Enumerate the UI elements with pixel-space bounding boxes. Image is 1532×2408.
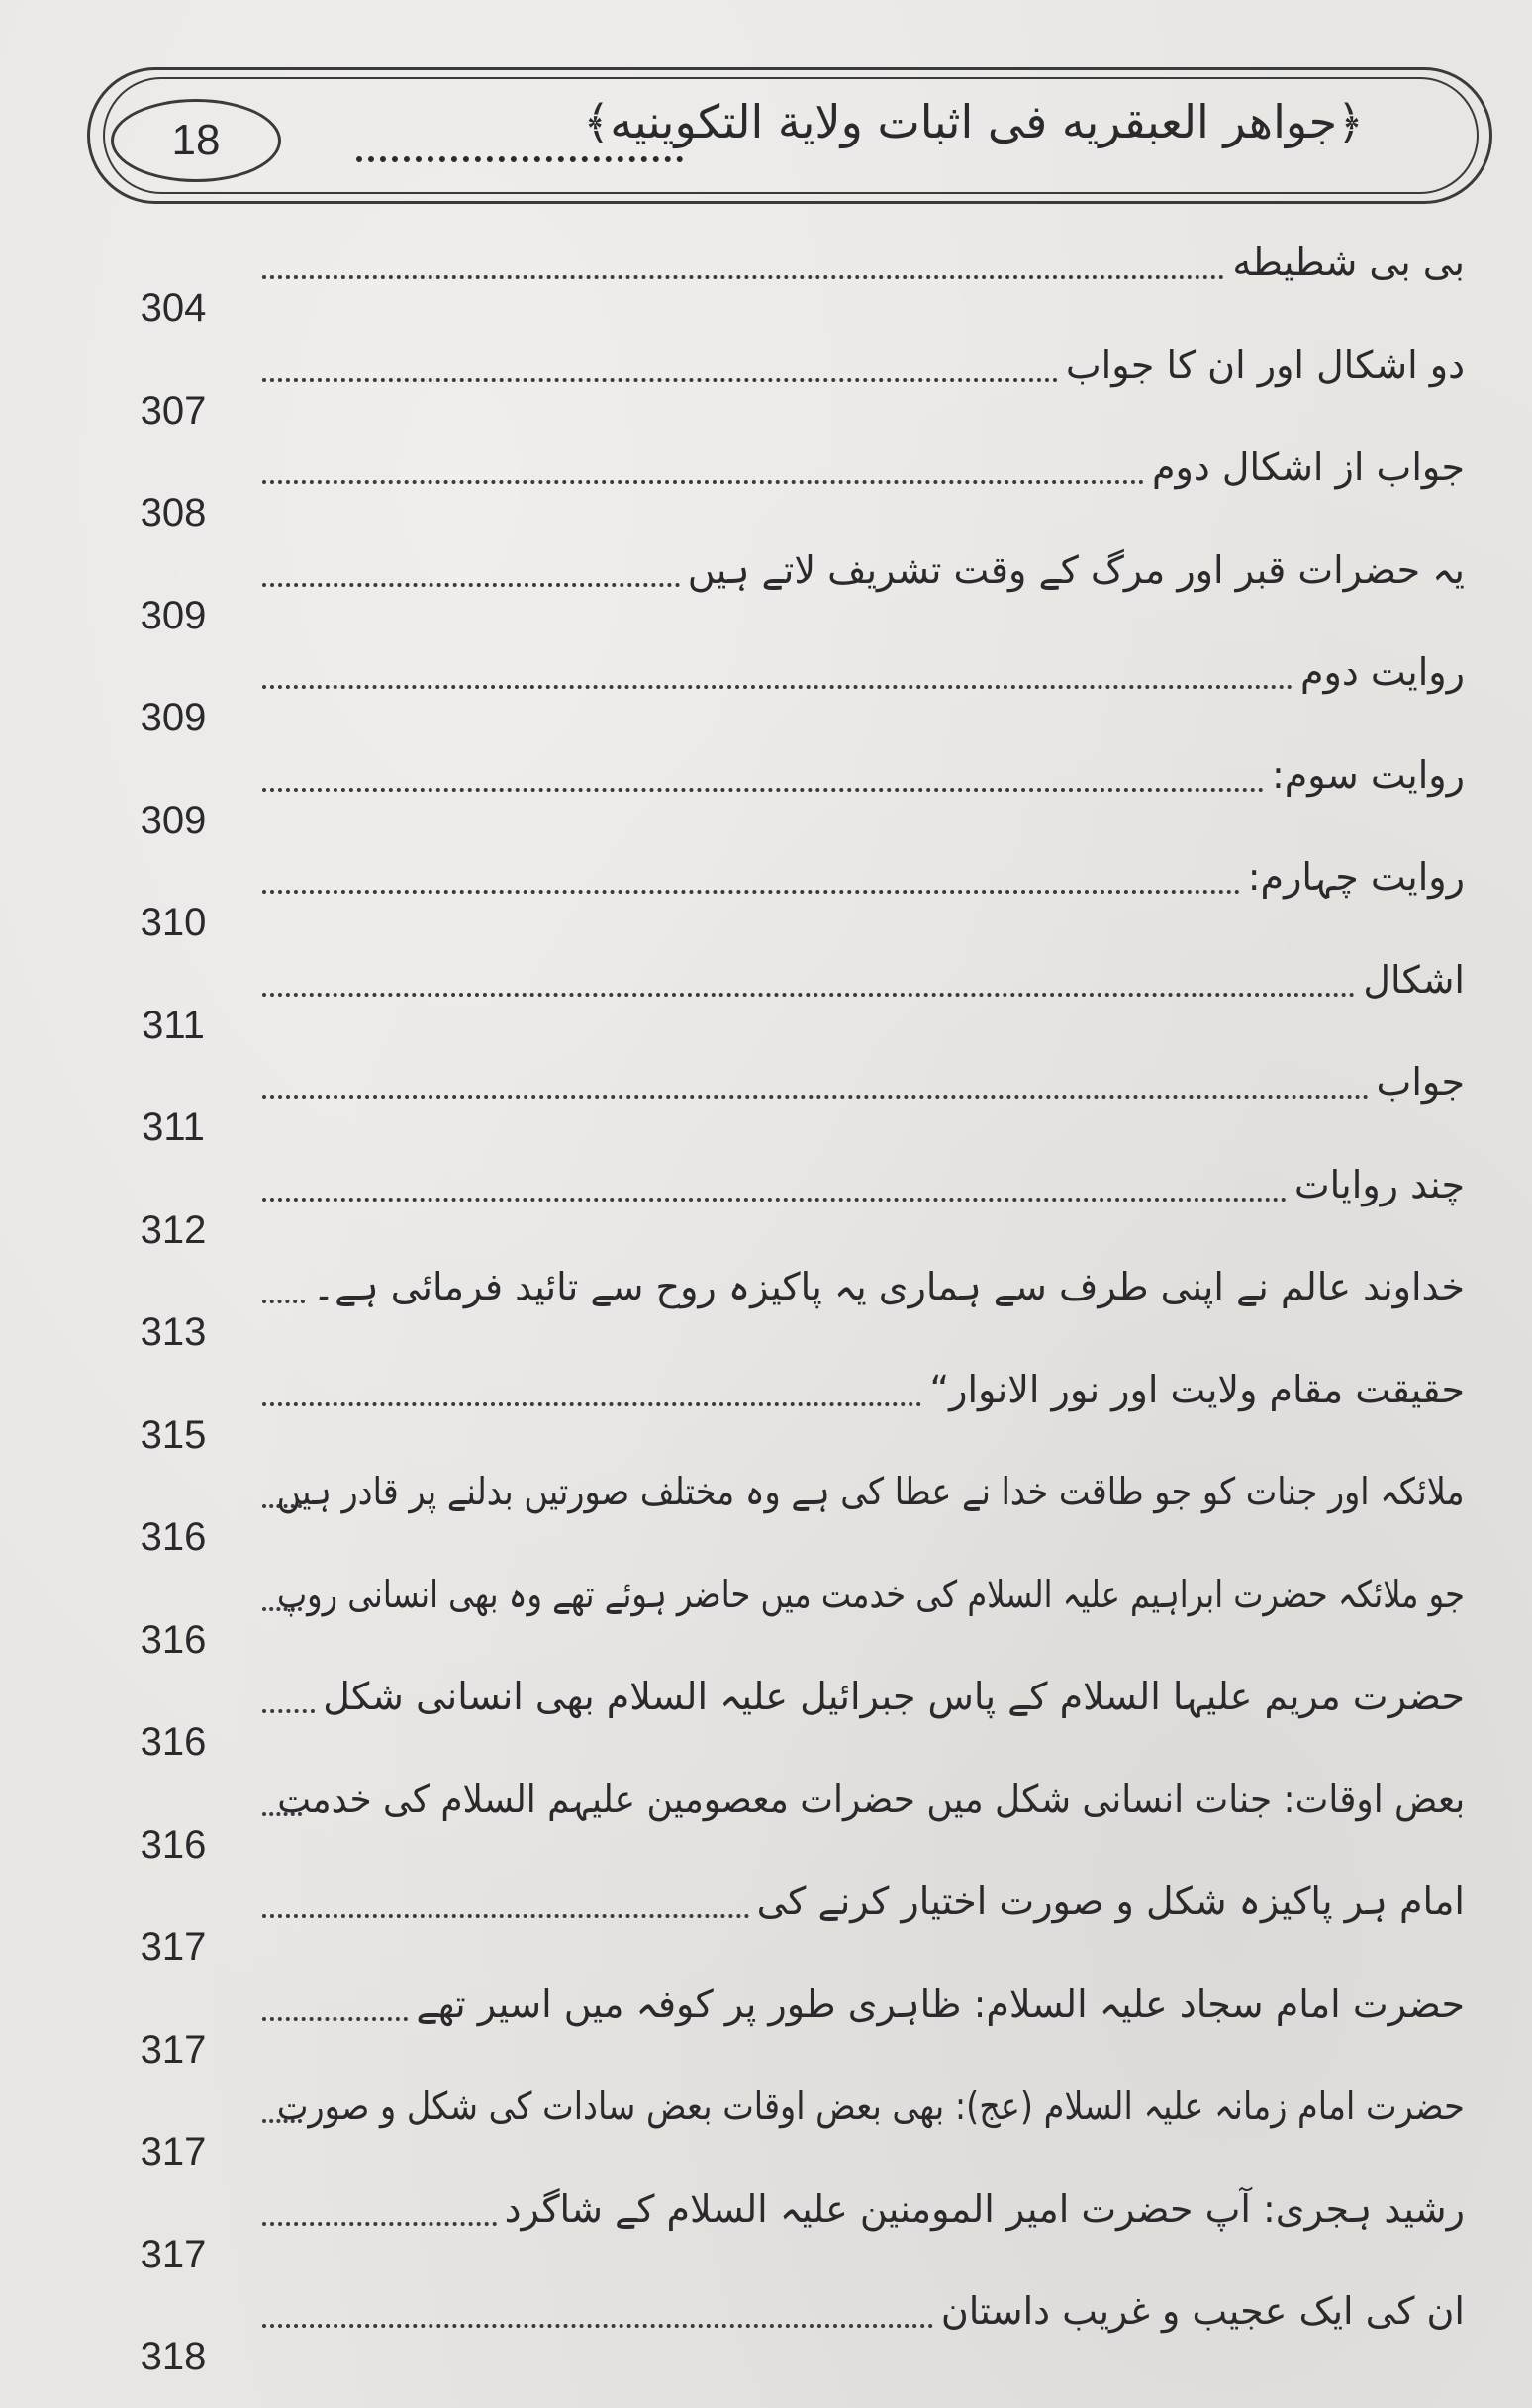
toc-entry bbox=[99, 1365, 1465, 1468]
toc-entry bbox=[99, 1979, 1465, 2082]
toc-entry-page-number: 316 bbox=[140, 1720, 207, 1764]
toc-entry bbox=[99, 1262, 1465, 1365]
toc-entry-page-number: 308 bbox=[140, 491, 207, 534]
toc-dotted-leader bbox=[262, 1914, 749, 1918]
toc-entry-title: چند روایات bbox=[1293, 1162, 1465, 1206]
toc-entry bbox=[99, 750, 1465, 853]
toc-entry-page-number: 316 bbox=[140, 1822, 207, 1867]
toc-entry-page-number: 316 bbox=[140, 1515, 207, 1559]
toc-entry-page-number: 318 bbox=[140, 2335, 207, 2378]
toc-entry-page-number: 313 bbox=[140, 1310, 207, 1354]
toc-entry bbox=[99, 852, 1465, 955]
toc-entry-title: حقیقت مقام ولایت اور نور الانوار“ bbox=[929, 1367, 1465, 1411]
toc-entry-title: ان کی ایک عجیب و غریب داستان bbox=[940, 2289, 1465, 2333]
toc-entry-title: روایت چہارم: bbox=[1247, 855, 1465, 899]
toc-entry bbox=[99, 2184, 1465, 2287]
toc-dotted-leader bbox=[262, 2017, 408, 2021]
toc-entry-page-number: 315 bbox=[140, 1412, 207, 1457]
toc-entry-page-number: 317 bbox=[140, 2232, 207, 2276]
toc-entry-page-number: 316 bbox=[140, 1617, 207, 1662]
toc-entry-title: اشکال bbox=[1363, 957, 1465, 1002]
toc-entry bbox=[99, 1160, 1465, 1263]
toc-entry-page-number: 317 bbox=[140, 2027, 207, 2071]
toc-entry-page-number: 312 bbox=[140, 1207, 207, 1252]
toc-entry bbox=[99, 2286, 1465, 2389]
toc-entry-title: یہ حضرات قبر اور مرگ کے وقت تشریف لاتے ہیں bbox=[687, 547, 1465, 592]
toc-dotted-leader bbox=[262, 1300, 305, 1303]
book-title: ﴿جواهر العبقریه فی اثبات ولایة التکوینیه﴾ bbox=[583, 95, 1364, 148]
toc-entry-page-number: 311 bbox=[142, 1106, 205, 1149]
toc-dotted-leader bbox=[262, 788, 1264, 792]
page-number: 18 bbox=[111, 99, 281, 182]
toc-dotted-leader bbox=[262, 2222, 497, 2226]
toc-entry bbox=[99, 1057, 1465, 1160]
toc-dotted-leader bbox=[262, 993, 1355, 997]
toc-entry bbox=[99, 955, 1465, 1058]
toc-entry bbox=[99, 1467, 1465, 1570]
toc-dotted-leader bbox=[262, 890, 1240, 894]
toc-entry-title: رشید ہجری: آپ حضرت امیر المومنین علیہ السلام کے شاگرد bbox=[504, 2186, 1465, 2231]
toc-entry-title: روایت دوم bbox=[1299, 650, 1465, 694]
toc-entry-page-number: 317 bbox=[140, 2130, 207, 2173]
toc-entry-title: حضرت مریم علیہا السلام کے پاس جبرائیل علیہ السلام بھی انسانی شکل bbox=[323, 1675, 1465, 1718]
toc-entry-page-number: 309 bbox=[140, 696, 207, 739]
toc-entry bbox=[99, 1570, 1465, 1673]
toc-entry-page-number: 309 bbox=[140, 593, 207, 637]
toc-entry-title: حضرت امام سجاد علیہ السلام: ظاہری طور پر کوفہ میں اسیر تھے bbox=[416, 1981, 1465, 2026]
toc-entry bbox=[99, 1672, 1465, 1775]
header-dotted-leader bbox=[356, 156, 683, 162]
toc-entry-title: دو اشکال اور ان کا جواب bbox=[1065, 342, 1465, 387]
toc-entry-page-number: 304 bbox=[140, 286, 207, 330]
toc-dotted-leader bbox=[262, 480, 1144, 484]
toc-entry-page-number: 307 bbox=[140, 388, 207, 433]
toc-entry bbox=[99, 1775, 1465, 1878]
toc-entry bbox=[99, 647, 1465, 750]
toc-entry-title: جواب bbox=[1376, 1060, 1465, 1104]
toc-dotted-leader bbox=[262, 2324, 933, 2328]
toc-entry-title: امام ہر پاکیزہ شکل و صورت اختیار کرنے کی bbox=[756, 1879, 1465, 1923]
toc-entry-title: روایت سوم: bbox=[1271, 752, 1465, 797]
toc-entry-title: بعض اوقات: جنات انسانی شکل میں حضرات معصومین علیہم السلام کی خدمت bbox=[277, 1777, 1465, 1821]
toc-entry-title: جو ملائکہ حضرت ابراہیم علیہ السلام کی خدمت میں حاضر ہوئے تھے وہ بھی انسانی روپ bbox=[277, 1572, 1465, 1616]
toc-entry-title: حضرت امام زمانہ علیہ السلام (عج): بھی بعض اوقات بعض سادات کی شکل و صورت bbox=[277, 2084, 1465, 2128]
toc-entry bbox=[99, 545, 1465, 648]
toc-entry bbox=[99, 2081, 1465, 2184]
toc-entry bbox=[99, 238, 1465, 340]
toc-entry-page-number: 311 bbox=[142, 1003, 205, 1047]
toc-dotted-leader bbox=[262, 685, 1293, 689]
toc-dotted-leader bbox=[262, 1095, 1369, 1099]
toc-entry-title: خداوند عالم نے اپنی طرف سے ہماری یہ پاکیزہ روح سے تائید فرمائی ہے۔ bbox=[312, 1265, 1465, 1308]
toc-dotted-leader bbox=[262, 378, 1058, 382]
toc-entry bbox=[99, 340, 1465, 443]
toc-entry-page-number: 309 bbox=[140, 798, 207, 842]
toc-entry bbox=[99, 1877, 1465, 1979]
toc-entry-page-number: 317 bbox=[140, 1925, 207, 1969]
toc-dotted-leader bbox=[262, 1402, 921, 1406]
toc-entry bbox=[99, 442, 1465, 545]
toc-dotted-leader bbox=[262, 275, 1224, 279]
toc-entry-page-number: 310 bbox=[140, 901, 207, 944]
toc-dotted-leader bbox=[262, 1709, 315, 1713]
toc-entry-title: بی بی شطیطه bbox=[1232, 241, 1465, 284]
toc-entry-title: جواب از اشکال دوم bbox=[1152, 445, 1465, 489]
toc-dotted-leader bbox=[262, 1198, 1287, 1202]
toc-entry-title: ملائکہ اور جنات کو جو طاقت خدا نے عطا کی ہے وہ مختلف صورتیں بدلنے پر قادر ہیں bbox=[277, 1470, 1465, 1513]
toc-dotted-leader bbox=[262, 583, 680, 587]
